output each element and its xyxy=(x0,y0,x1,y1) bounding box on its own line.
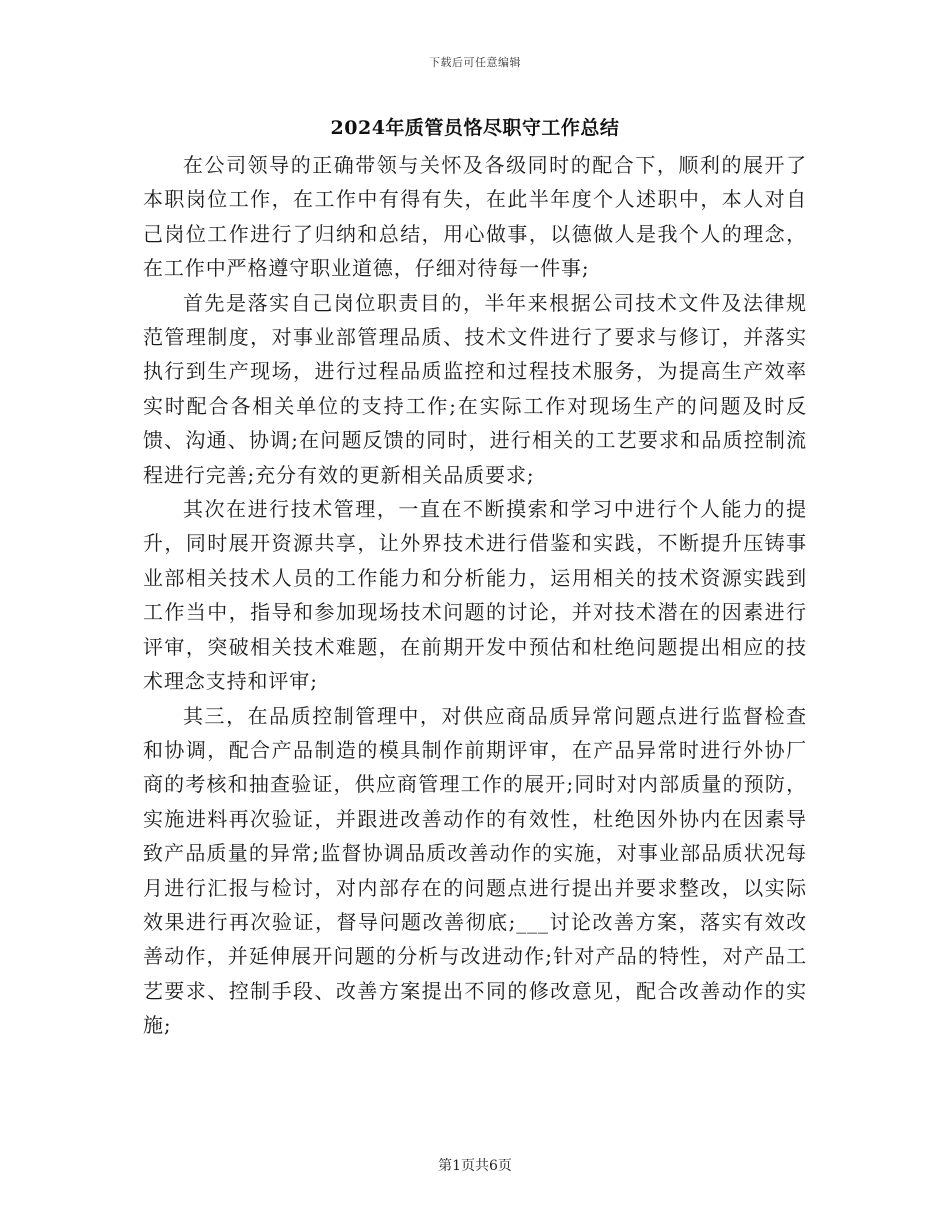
paragraph-second: 其次在进行技术管理，一直在不断摸索和学习中进行个人能力的提升，同时展开资源共享，让外界技术进行借鉴和实践，不断提升压铸事业部相关技术人员的工作能力和分析能力，运用相关的技术资源实践到工作当中，指导和参加现场技术问题的讨论，并对技术潜在的因素进行评审，突破相关技术难题，在前期开发中预估和杜绝问题提出相应的技术理念支持和评审; xyxy=(143,497,807,694)
page-indicator: 第1页共6页 xyxy=(438,1158,512,1174)
paragraph-intro: 在公司领导的正确带领与关怀及各级同时的配合下，顺利的展开了本职岗位工作，在工作中有得有失，在此半年度个人述职中，本人对自己岗位工作进行了归纳和总结，用心做事，以德做人是我个人的理念，在工作中严格遵守职业道德，仔细对待每一件事; xyxy=(143,153,807,281)
document-body xyxy=(143,148,807,1043)
paragraph-first: 首先是落实自己岗位职责目的，半年来根据公司技术文件及法律规范管理制度，对事业部管理品质、技术文件进行了要求与修订，并落实执行到生产现场，进行过程品质监控和过程技术服务，为提高生产效率实时配合各相关单位的支持工作;在实际工作对现场生产的问题及时反馈、沟通、协调;在问题反馈的同时，进行相关的工艺要求和品质控制流程进行完善;充分有效的更新相关品质要求; xyxy=(143,290,807,487)
paragraph-third: 其三，在品质控制管理中，对供应商品质异常问题点进行监督检查和协调，配合产品制造的模具制作前期评审，在产品异常时进行外协厂商的考核和抽查验证，供应商管理工作的展开;同时对内部质量的预防，实施进料再次验证，并跟进改善动作的有效性，杜绝因外协内在因素导致产品质量的异常;监督协调品质改善动作的实施，对事业部品质状况每月进行汇报与检讨，对内部存在的问题点进行提出并要求整改，以实际效果进行再次验证，督导问题改善彻底;___讨论改善方案，落实有效改善动作，并延伸展开问题的分析与改进动作;针对产品的特性，对产品工艺要求、控制手段、改善方案提出不同的修改意见，配合改善动作的实施; xyxy=(143,703,807,1038)
header-note: 下载后可任意编辑 xyxy=(429,56,521,69)
document-title: 2024年质管员恪尽职守工作总结 xyxy=(330,117,620,139)
